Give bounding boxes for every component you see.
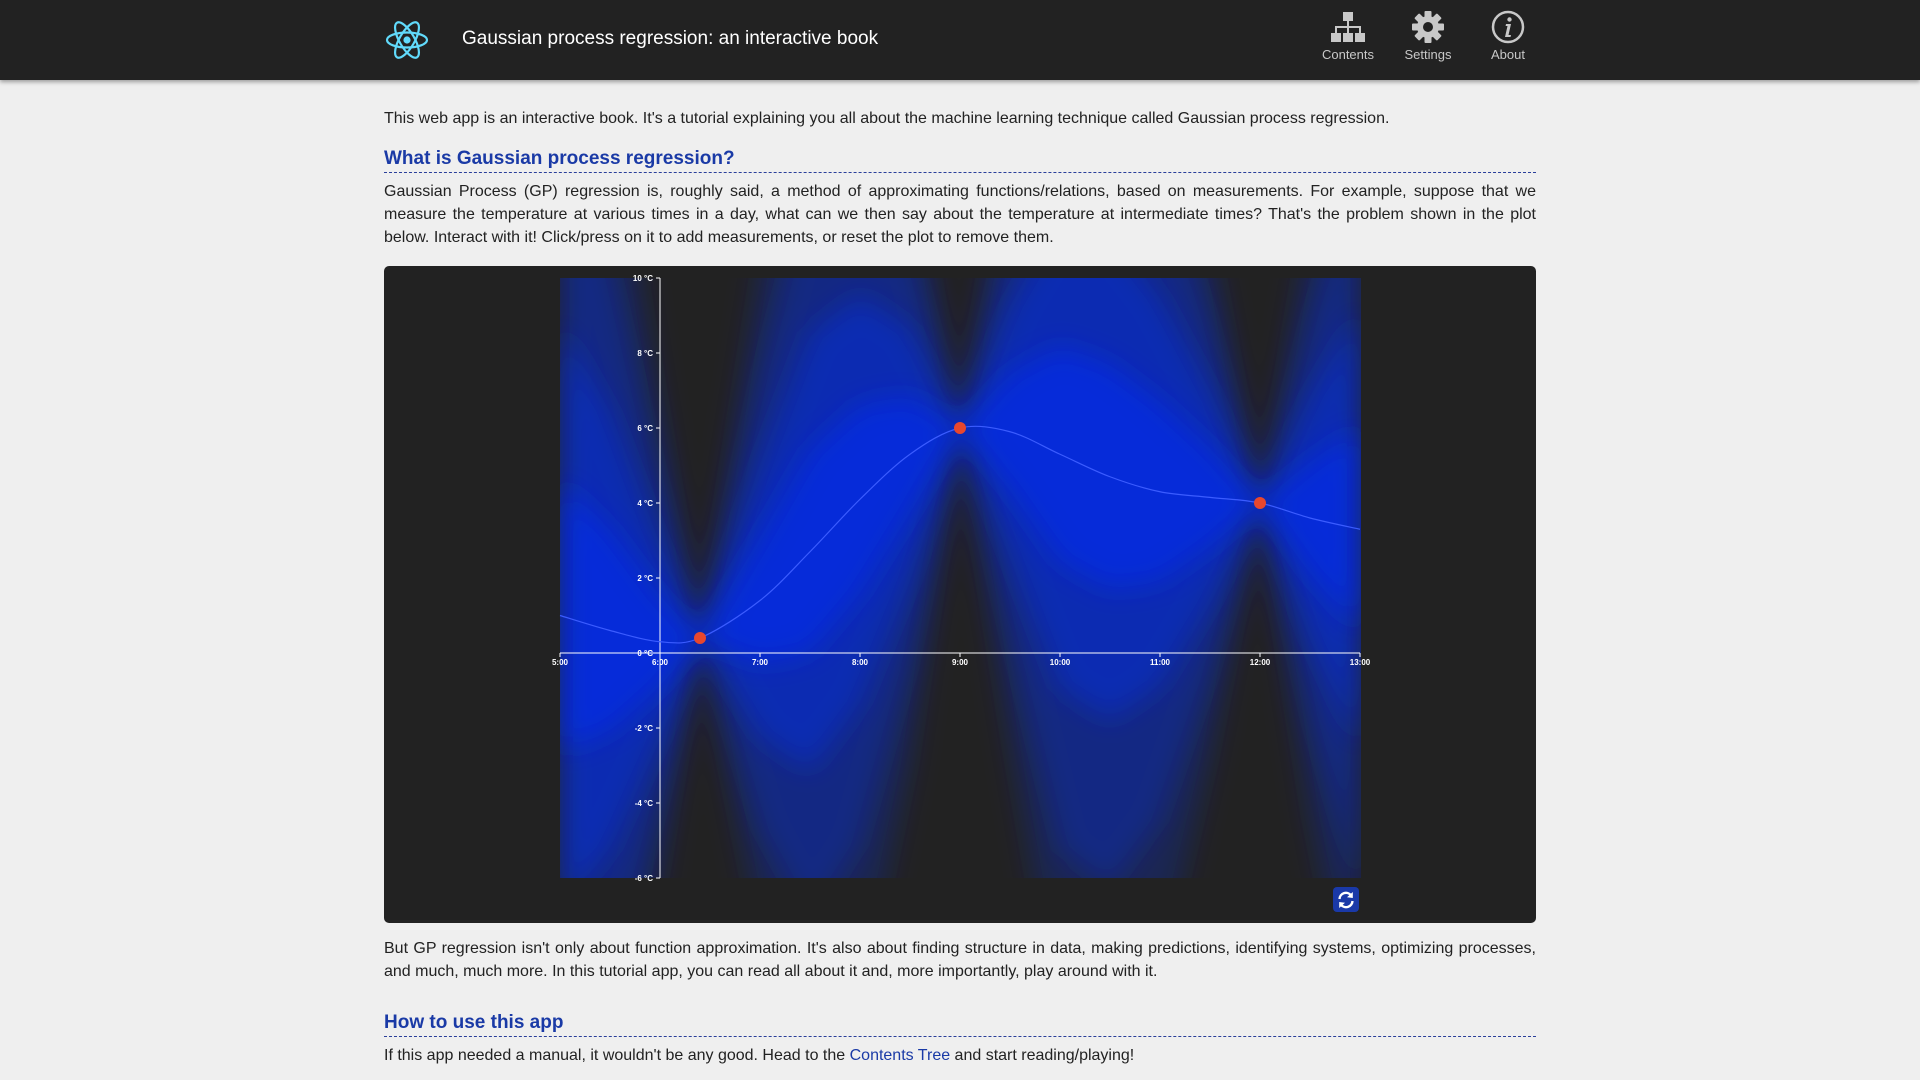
- sitemap-icon: [1330, 10, 1366, 44]
- section-after-plot-text: But GP regression isn't only about function approximation. It's also about finding structure in data, making predictions, identifying systems, optimizing processes, and much, much more. In this tutorial app, you can read all about it and, more importantly, play around with it.: [384, 940, 1536, 980]
- section-heading-what-is-gp: What is Gaussian process regression?: [384, 146, 1536, 173]
- y-tick-label: 0 °C: [637, 649, 653, 658]
- y-tick-label: -6 °C: [634, 874, 653, 883]
- measurement-point: [1254, 497, 1266, 509]
- measurement-point: [954, 422, 966, 434]
- x-tick-label: 6:00: [651, 658, 669, 667]
- nav-about-button[interactable]: [1473, 10, 1543, 72]
- gear-icon: [1410, 10, 1446, 44]
- app-title: Gaussian process regression: an interactive book: [462, 28, 879, 49]
- x-tick-label: 13:00: [1349, 658, 1371, 667]
- gp-plot[interactable]: [384, 266, 1536, 923]
- app-header: [0, 0, 1920, 80]
- nav-about-label: About: [1491, 47, 1525, 62]
- how-to-use-text-before: If this app needed a manual, it wouldn't be any good. Head to the: [384, 1047, 850, 1064]
- y-tick-label: -4 °C: [634, 799, 653, 808]
- nav-settings-label: Settings: [1404, 47, 1452, 62]
- x-tick-label: 7:00: [751, 658, 769, 667]
- info-icon: [1490, 10, 1526, 44]
- atom-icon[interactable]: [384, 17, 430, 63]
- nav-settings-button[interactable]: [1393, 10, 1463, 72]
- section-how-to-use-text: [384, 1044, 1536, 1067]
- measurement-point: [694, 632, 706, 644]
- y-tick-label: 4 °C: [637, 499, 653, 508]
- y-tick-label: 10 °C: [632, 274, 653, 283]
- section-what-is-gp-text: Gaussian Process (GP) regression is, roughly said, a method of approximating functions/relations, based on measurements. For example, suppose that we measure the temperature at various times in a day, what can we then say about the temperature at intermediate times? That's the problem shown in the plot below. Interact with it! Click/press on it to add measurements, or reset the plot to remove them.: [384, 183, 1536, 246]
- y-tick-label: 2 °C: [637, 574, 653, 583]
- section-heading-how-to-use: How to use this app: [384, 1010, 1536, 1037]
- x-tick-label: 12:00: [1249, 658, 1271, 667]
- x-tick-label: 10:00: [1049, 658, 1071, 667]
- refresh-icon: [1336, 890, 1356, 910]
- y-tick-label: 6 °C: [637, 424, 653, 433]
- nav-contents-label: Contents: [1321, 47, 1375, 62]
- x-tick-label: 5:00: [551, 658, 569, 667]
- reset-plot-button[interactable]: [1333, 887, 1359, 912]
- x-tick-label: 9:00: [951, 658, 969, 667]
- nav-contents-button[interactable]: [1313, 10, 1383, 72]
- how-to-use-text-after: and start reading/playing!: [950, 1047, 1135, 1064]
- intro-paragraph: This web app is an interactive book. It's a tutorial explaining you all about the machine learning technique called Gaussian process regression.: [384, 110, 1390, 127]
- x-tick-label: 8:00: [851, 658, 869, 667]
- y-tick-label: -2 °C: [634, 724, 653, 733]
- x-tick-label: 11:00: [1149, 658, 1171, 667]
- gp-plot-svg[interactable]: [384, 266, 1536, 923]
- contents-tree-link[interactable]: Contents Tree: [849, 1047, 951, 1064]
- y-tick-label: 8 °C: [637, 349, 653, 358]
